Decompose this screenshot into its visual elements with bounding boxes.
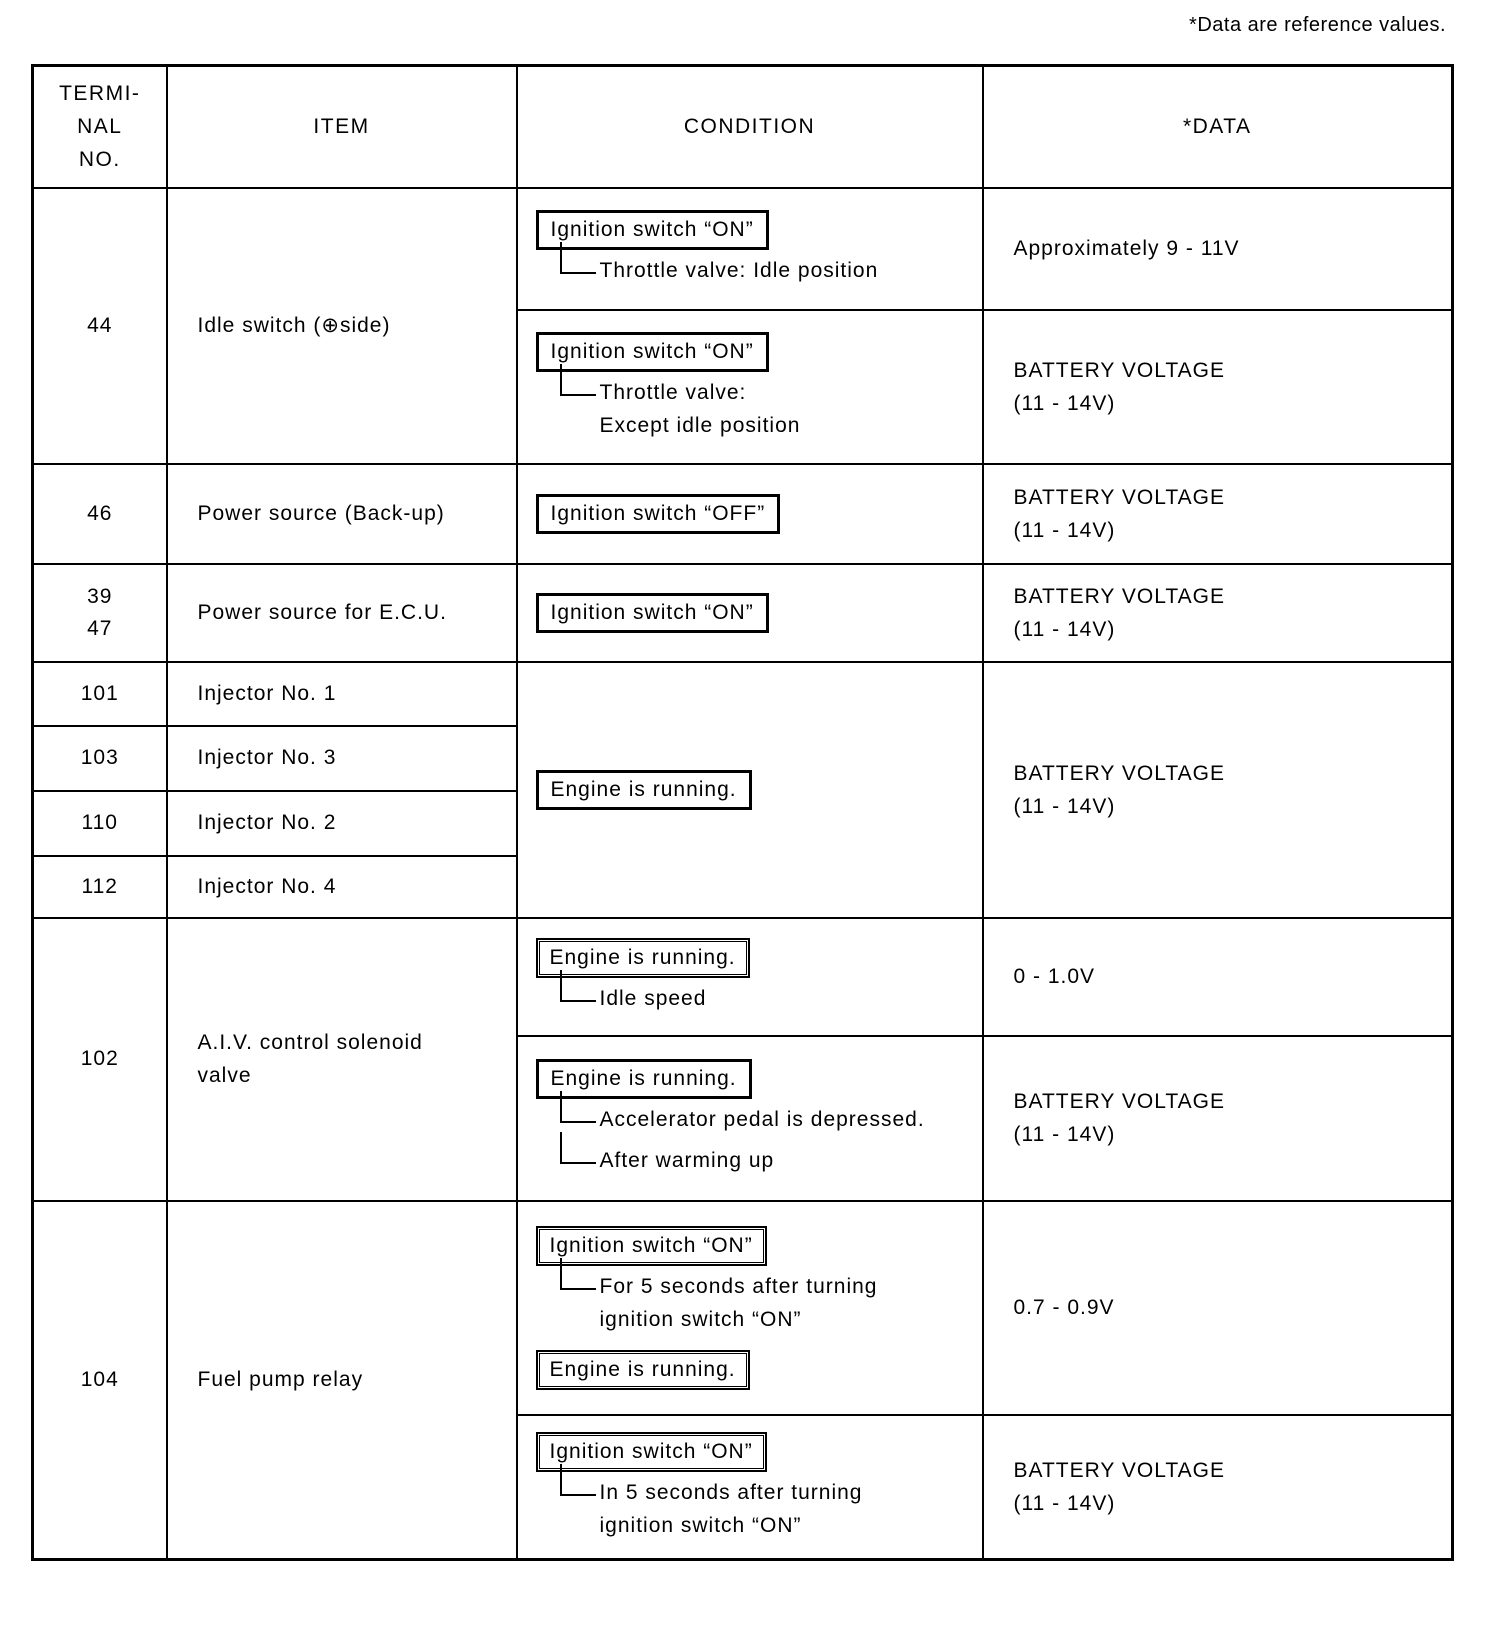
terminal-cell: 104	[33, 1201, 167, 1560]
table-row	[33, 564, 1453, 662]
condition-branch: Idle speed	[560, 982, 982, 1015]
data-cell	[983, 564, 1453, 662]
terminal-table	[31, 64, 1454, 1561]
terminal-cell: 102	[33, 918, 167, 1201]
item-cell: Injector No. 2	[167, 791, 517, 856]
condition-cell	[517, 1201, 983, 1415]
data-text: BATTERY VOLTAGE	[1013, 485, 1225, 509]
branch-text: For 5 seconds after turning	[599, 1274, 878, 1298]
branch-text: Except idle position	[599, 413, 801, 437]
table-row	[33, 464, 1453, 564]
data-text: BATTERY VOLTAGE	[1013, 1090, 1225, 1113]
table-row	[33, 918, 1453, 1036]
condition-box: Engine is running.	[536, 1059, 752, 1099]
condition-cell	[517, 662, 983, 918]
condition-branch: Accelerator pedal is depressed.	[560, 1103, 982, 1136]
table-row	[33, 188, 1453, 310]
item-cell	[167, 918, 517, 1201]
reference-note: *Data are reference values.	[1189, 14, 1446, 36]
data-cell	[983, 1415, 1453, 1560]
condition-cell	[517, 464, 983, 564]
terminal-cell: 46	[33, 464, 167, 564]
condition-branch	[560, 1476, 982, 1542]
condition-box: Ignition switch “ON”	[536, 332, 769, 372]
condition-cell	[517, 188, 983, 310]
data-text: (11 - 14V)	[1013, 1491, 1116, 1515]
condition-branch	[560, 1270, 982, 1336]
condition-box: Engine is running.	[536, 938, 750, 978]
item-cell: Injector No. 1	[167, 662, 517, 726]
condition-box: Engine is running.	[536, 1350, 750, 1390]
terminal-text: 47	[87, 616, 113, 640]
data-text: BATTERY VOLTAGE	[1013, 584, 1225, 608]
terminal-cell: 110	[33, 791, 167, 856]
condition-cell	[517, 918, 983, 1036]
item-cell: Injector No. 4	[167, 856, 517, 918]
data-text: BATTERY VOLTAGE	[1013, 761, 1225, 785]
item-cell: Injector No. 3	[167, 726, 517, 791]
header-text: NO.	[78, 148, 121, 172]
data-cell	[983, 1036, 1453, 1201]
branch-text: ignition switch “ON”	[599, 1513, 802, 1537]
terminal-cell: 112	[33, 856, 167, 918]
terminal-cell: 101	[33, 662, 167, 726]
item-cell: Idle switch (⊕side)	[167, 188, 517, 464]
header-row	[33, 66, 1453, 188]
header-text: TERMI-	[59, 82, 141, 106]
branch-text: ignition switch “ON”	[599, 1307, 802, 1331]
item-text: valve	[197, 1064, 252, 1087]
condition-branch	[560, 376, 982, 442]
condition-cell	[517, 1036, 983, 1201]
condition-box: Ignition switch “ON”	[536, 1432, 767, 1472]
data-text: (11 - 14V)	[1013, 794, 1116, 818]
data-text: (11 - 14V)	[1013, 1123, 1116, 1146]
condition-cell	[517, 1415, 983, 1560]
data-cell: 0.7 - 0.9V	[983, 1201, 1453, 1415]
condition-box: Engine is running.	[536, 770, 752, 810]
table-row	[33, 662, 1453, 726]
condition-branch: Throttle valve: Idle position	[560, 254, 982, 287]
condition-cell	[517, 310, 983, 464]
condition-branch: After warming up	[560, 1144, 982, 1177]
condition-box: Ignition switch “ON”	[536, 1226, 767, 1266]
data-cell	[983, 662, 1453, 918]
condition-box: Ignition switch “ON”	[536, 210, 769, 250]
branch-text: Throttle valve:	[599, 380, 747, 404]
data-cell	[983, 310, 1453, 464]
data-cell	[983, 464, 1453, 564]
header-condition: CONDITION	[517, 66, 983, 188]
table-row	[33, 1201, 1453, 1415]
header-data: *DATA	[983, 66, 1453, 188]
terminal-cell	[33, 564, 167, 662]
data-text: (11 - 14V)	[1013, 518, 1116, 542]
data-text: (11 - 14V)	[1013, 617, 1116, 641]
item-cell: Power source (Back-up)	[167, 464, 517, 564]
condition-box: Ignition switch “OFF”	[536, 494, 781, 534]
item-cell: Fuel pump relay	[167, 1201, 517, 1560]
condition-cell	[517, 564, 983, 662]
header-text: NAL	[77, 115, 123, 139]
data-cell: Approximately 9 - 11V	[983, 188, 1453, 310]
item-text: A.I.V. control solenoid	[197, 1031, 423, 1054]
data-cell: 0 - 1.0V	[983, 918, 1453, 1036]
data-text: (11 - 14V)	[1013, 391, 1116, 415]
data-text: BATTERY VOLTAGE	[1013, 1458, 1225, 1482]
data-text: BATTERY VOLTAGE	[1013, 358, 1225, 382]
branch-text: In 5 seconds after turning	[599, 1480, 863, 1504]
item-cell: Power source for E.C.U.	[167, 564, 517, 662]
header-terminal	[33, 66, 167, 188]
terminal-cell: 103	[33, 726, 167, 791]
header-item: ITEM	[167, 66, 517, 188]
terminal-cell: 44	[33, 188, 167, 464]
condition-box: Ignition switch “ON”	[536, 593, 769, 633]
terminal-text: 39	[87, 584, 113, 608]
